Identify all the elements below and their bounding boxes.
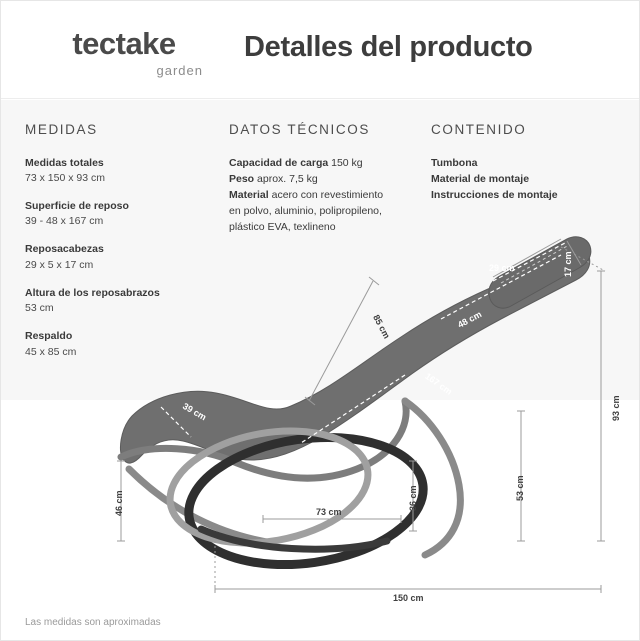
dim-total-length: 150 cm <box>393 593 424 603</box>
column-contenido <box>431 120 626 204</box>
product-diagram <box>1 211 639 611</box>
brand-logo <box>39 28 209 78</box>
rocking-lounger-drawing <box>1 211 639 611</box>
tech-value: aprox. 7,5 kg <box>257 172 318 185</box>
tech-line <box>229 156 424 171</box>
content-item: Tumbona <box>431 156 478 169</box>
spec-label: Superficie de reposo <box>25 200 129 212</box>
footer-note: Las medidas son aproximadas <box>25 617 161 628</box>
content-item: Instrucciones de montaje <box>431 189 558 201</box>
spec-value: 29 x 5 x 17 cm <box>25 258 94 271</box>
spec-label: Respaldo <box>25 330 73 343</box>
dim-seat-width-foot: 39 cm <box>181 401 209 423</box>
tech-label: Material <box>229 189 272 201</box>
contenido-heading: CONTENIDO <box>431 122 527 137</box>
dim-overall-height: 93 cm <box>611 395 621 421</box>
dim-headrest-width: 29 cm <box>489 263 515 273</box>
tech-line <box>229 172 424 187</box>
tech-label: Capacidad de carga <box>229 156 332 169</box>
spec-value: 45 x 85 cm <box>25 345 77 358</box>
spec-value: 73 x 150 x 93 cm <box>25 171 105 184</box>
dim-seat-length: 167 cm <box>423 371 455 397</box>
tech-material-continuation: en polvo, aluminio, polipropileno, <box>229 205 382 218</box>
dim-headrest-height: 17 cm <box>563 251 573 277</box>
tech-line <box>229 188 424 203</box>
tech-value: acero con revestimiento <box>271 189 384 201</box>
brand-name: tectake <box>72 26 176 61</box>
spec-item <box>25 156 215 186</box>
spec-value: 39 - 48 x 167 cm <box>25 215 104 228</box>
dim-armrest-height: 53 cm <box>515 475 525 501</box>
tech-label: Peso <box>229 172 258 185</box>
spec-label: Medidas totales <box>25 156 104 169</box>
spec-label: Altura de los reposabrazos <box>25 286 160 299</box>
datos-tecnicos-heading: DATOS TÉCNICOS <box>229 122 370 137</box>
tech-material-continuation: plástico EVA, texlineno <box>229 221 336 234</box>
page-title: Detalles del producto <box>244 31 533 63</box>
tech-value: 150 kg <box>331 156 363 169</box>
medidas-heading: MEDIDAS <box>25 122 98 137</box>
brand-subtitle: garden <box>156 63 203 78</box>
dim-seat-width-top: 48 cm <box>456 309 484 330</box>
dim-base-width: 73 cm <box>316 507 342 517</box>
dim-ground-clearance: 36 cm <box>408 485 418 511</box>
page-header <box>1 1 639 99</box>
content-item: Material de montaje <box>431 172 530 185</box>
spec-value: 53 cm <box>25 302 54 315</box>
spec-label: Reposacabezas <box>25 243 104 256</box>
dim-backrest-length: 85 cm <box>371 313 392 341</box>
dim-foot-height: 46 cm <box>114 490 124 516</box>
